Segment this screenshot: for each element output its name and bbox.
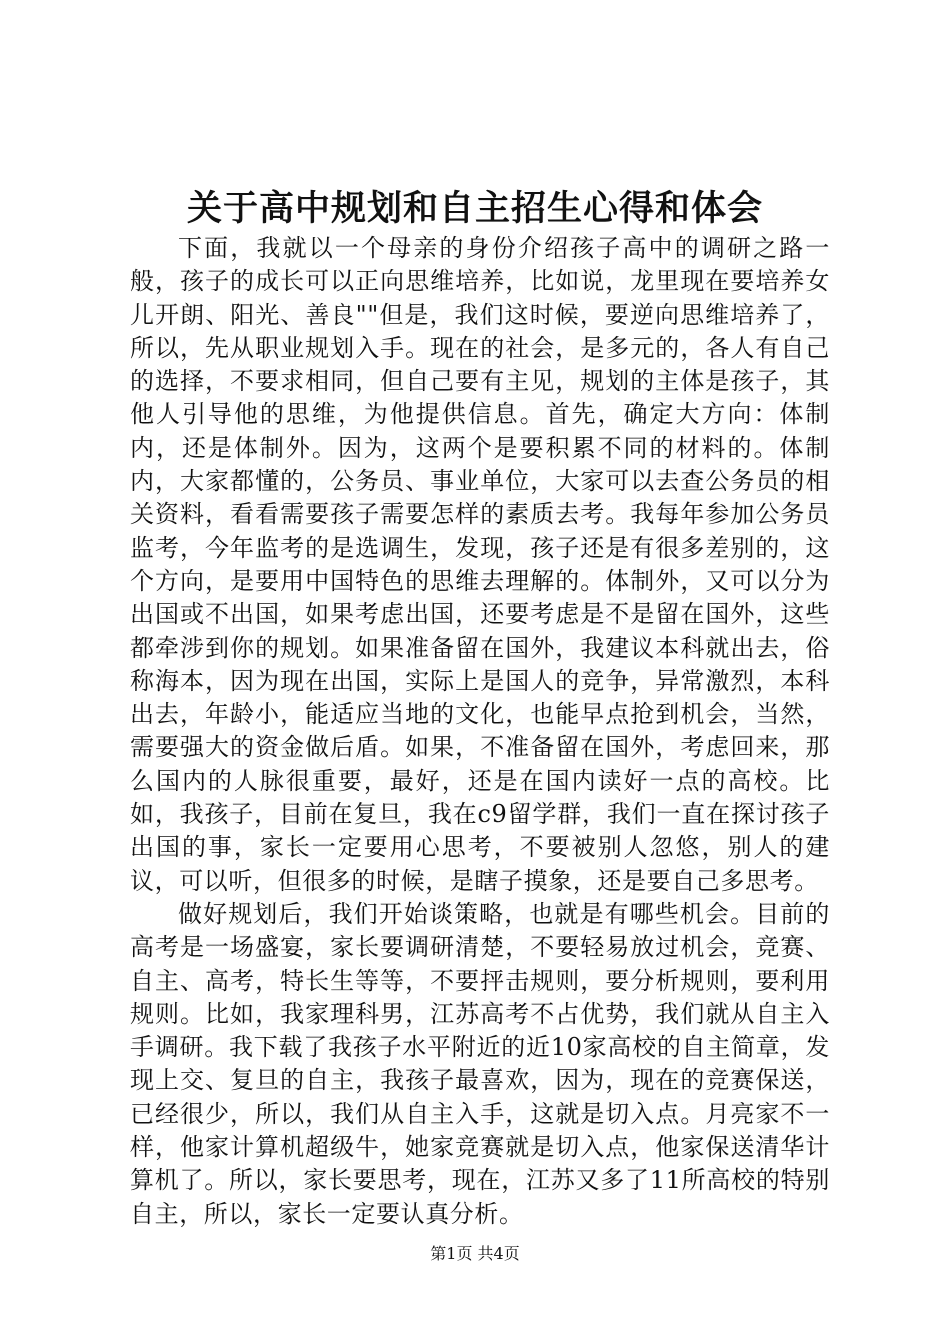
document-title: 关于高中规划和自主招生心得和体会	[186, 188, 763, 229]
document-body	[130, 232, 830, 1231]
paragraph-1: 下面，我就以一个母亲的身份介绍孩子高中的调研之路一般，孩子的成长可以正向思维培养，比如说，龙里现在要培养女儿开朗、阳光、善良""但是，我们这时候，要逆向思维培养了，所以，先从职业规划入手。现在的社会，是多元的，各人有自己的选择，不要求相同，但自己要有主见，规划的主体是孩子，其他人引导他的思维，为他提供信息。首先，确定大方向：体制内，还是体制外。因为，这两个是要积累不同的材料的。体制内，大家都懂的，公务员、事业单位，大家可以去查公务员的相关资料，看看需要孩子需要怎样的素质去考。我每年参加公务员监考，今年监考的是选调生，发现，孩子还是有很多差别的，这个方向，是要用中国特色的思维去理解的。体制外，又可以分为出国或不出国，如果考虑出国，还要考虑是不是留在国外，这些都牵涉到你的规划。如果准备留在国外，我建议本科就出去，俗称海本，因为现在出国，实际上是国人的竞争，异常激烈，本科出去，年龄小，能适应当地的文化，也能早点抢到机会，当然，需要强大的资金做后盾。如果，不准备留在国外，考虑回来，那么国内的人脉很重要，最好，还是在国内读好一点的高校。比如，我孩子，目前在复旦，我在c9留学群，我们一直在探讨孩子出国的事，家长一定要用心思考，不要被别人忽悠，别人的建议，可以听，但很多的时候，是瞎子摸象，还是要自己多思考。	[130, 234, 830, 895]
page-number-footer: 第1页 共4页	[430, 1244, 520, 1263]
paragraph-2: 做好规划后，我们开始谈策略，也就是有哪些机会。目前的高考是一场盛宴，家长要调研清楚，不要轻易放过机会，竞赛、自主、高考，特长生等等，不要抨击规则，要分析规则，要利用规则。比如，我家理科男，江苏高考不占优势，我们就从自主入手调研。我下载了我孩子水平附近的近10家高校的自主简章，发现上交、复旦的自主，我孩子最喜欢，因为，现在的竞赛保送，已经很少，所以，我们从自主入手，这就是切入点。月亮家不一样，他家计算机超级牛，她家竞赛就是切入点，他家保送清华计算机了。所以，家长要思考，现在，江苏又多了11所高校的特别自主，所以，家长一定要认真分析。	[130, 899, 830, 1228]
